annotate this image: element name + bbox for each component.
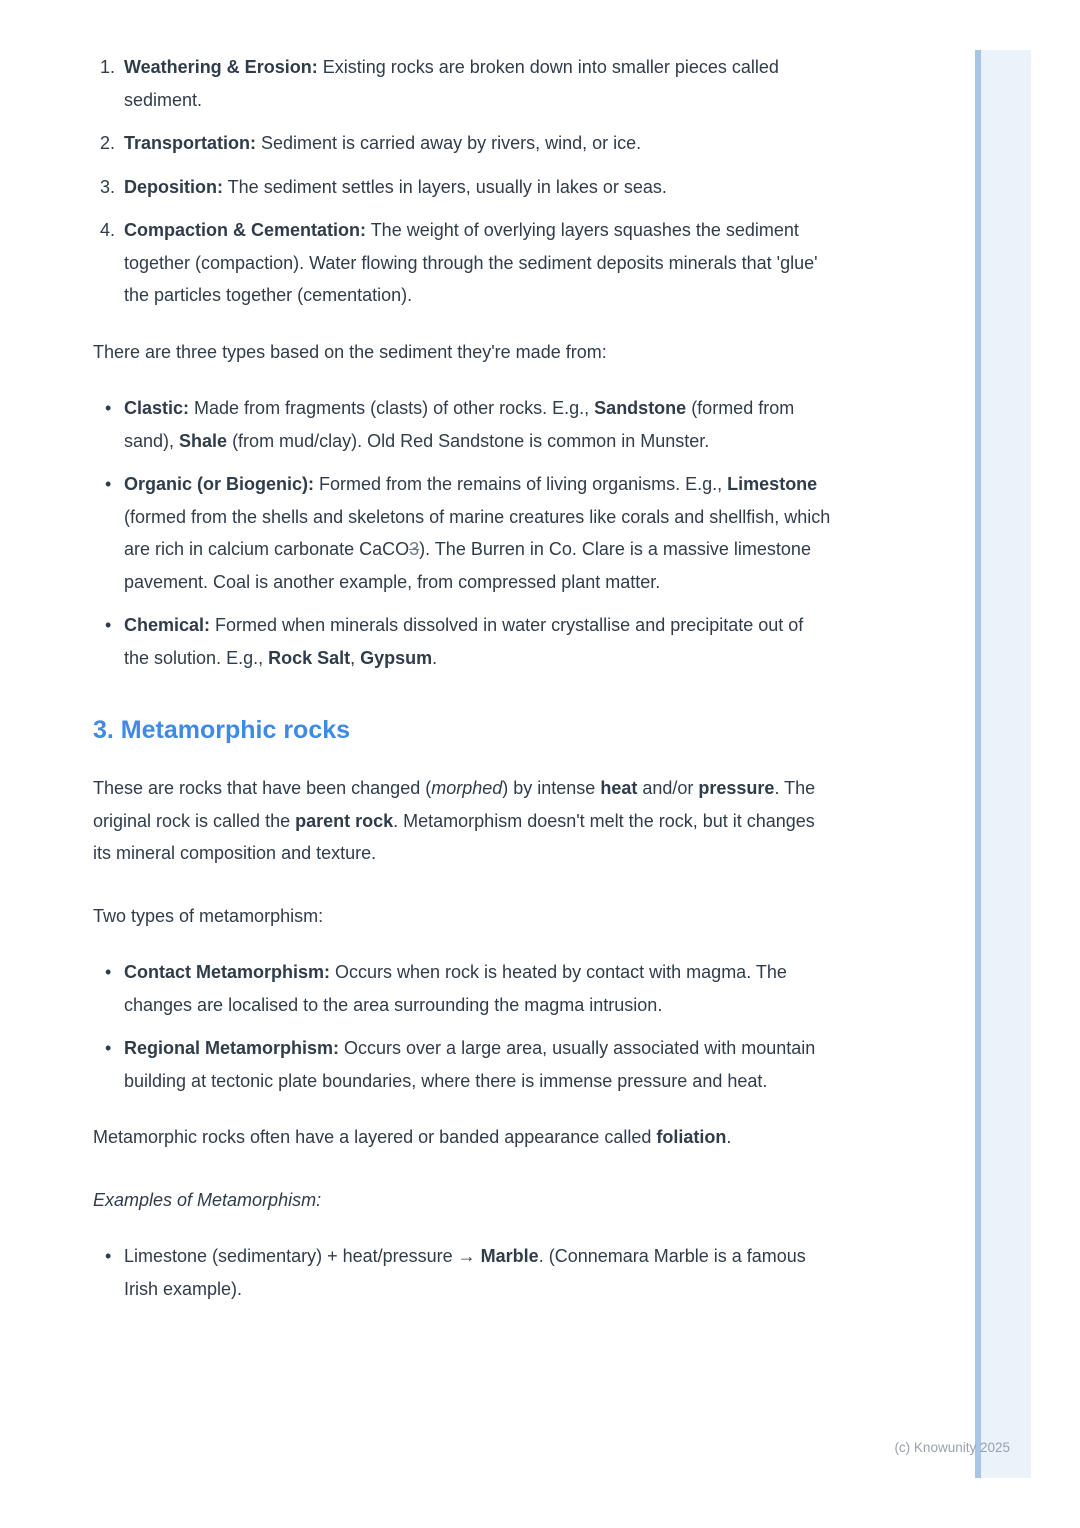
types-intro-paragraph: There are three types based on the sediment they're made from: [93, 341, 607, 362]
metamorphic-rocks-heading: 3. Metamorphic rocks [93, 716, 351, 744]
formation-step-item [93, 51, 833, 116]
metamorphism-type-item [93, 1032, 833, 1097]
examples-heading-paragraph: Examples of Metamorphism: [93, 1189, 322, 1210]
sedimentary-type-item [93, 609, 833, 674]
list-number: 4. [100, 220, 116, 240]
sedimentary-types-list [93, 392, 833, 674]
list-text: Chemical: Formed when minerals dissolved in water crystallise and precipitate out of the solution. E.g., Rock Salt, Gypsum. [124, 615, 804, 668]
bullet-marker: • [105, 1038, 112, 1058]
bullet-marker: • [105, 398, 112, 418]
metamorphism-examples-list [93, 1240, 833, 1305]
bullet-marker: • [105, 962, 112, 982]
list-text: Weathering & Erosion: Existing rocks are broken down into smaller pieces called sediment. [124, 57, 779, 110]
list-number: 1. [100, 57, 116, 77]
foliation-paragraph: Metamorphic rocks often have a layered or banded appearance called foliation. [93, 1127, 732, 1147]
copyright-notice: (c) Knowunity 2025 [894, 1440, 1010, 1455]
sedimentary-type-item [93, 392, 833, 457]
list-number: 2. [100, 133, 116, 153]
list-text: Compaction & Cementation: The weight of overlying layers squashes the sediment together (compaction). Water flowing through the sediment deposits minerals that 'glue' the particles together (cementation). [124, 220, 818, 305]
sedimentary-formation-steps [93, 51, 833, 312]
metamorphism-example-item [93, 1240, 833, 1305]
list-text: Regional Metamorphism: Occurs over a large area, usually associated with mountain building at tectonic plate boundaries, where there is immense pressure and heat. [124, 1038, 816, 1091]
bullet-marker: • [105, 1246, 112, 1266]
metamorphism-type-item [93, 956, 833, 1021]
sedimentary-type-item [93, 468, 833, 598]
list-text: Contact Metamorphism: Occurs when rock is heated by contact with magma. The changes are localised to the area surrounding the magma intrusion. [124, 962, 787, 1015]
right-margin-strip [975, 50, 1031, 1478]
bullet-marker: • [105, 474, 112, 494]
formation-step-item [93, 214, 833, 312]
bullet-marker: • [105, 615, 112, 635]
metamorphism-types-list [93, 956, 833, 1097]
formation-step-item [93, 127, 833, 160]
document-content [93, 51, 833, 1329]
formation-step-item [93, 171, 833, 204]
list-text: Organic (or Biogenic): Formed from the remains of living organisms. E.g., Limestone (formed from the shells and skeletons of marine creatures like corals and shellfish, which are rich in calcium carbonate CaCO3). The Burren in Co. Clare is a massive limestone pavement. Coal is another example, from compressed plant matter. [124, 474, 831, 592]
metamorphic-intro-paragraph: These are rocks that have been changed (morphed) by intense heat and/or pressure. The original rock is called the parent rock. Metamorphism doesn't melt the rock, but it changes its mineral composition and texture. [93, 778, 816, 863]
list-number: 3. [100, 176, 116, 197]
list-text: Transportation: Sediment is carried away by rivers, wind, or ice. [124, 133, 642, 153]
list-text: Deposition: The sediment settles in layers, usually in lakes or seas. [124, 176, 667, 197]
list-text: Limestone (sedimentary) + heat/pressure → Marble. (Connemara Marble is a famous Irish example). [124, 1246, 806, 1299]
metamorphism-types-paragraph: Two types of metamorphism: [93, 905, 324, 926]
list-text: Clastic: Made from fragments (clasts) of other rocks. E.g., Sandstone (formed from sand), Shale (from mud/clay). Old Red Sandstone is common in Munster. [124, 398, 795, 451]
